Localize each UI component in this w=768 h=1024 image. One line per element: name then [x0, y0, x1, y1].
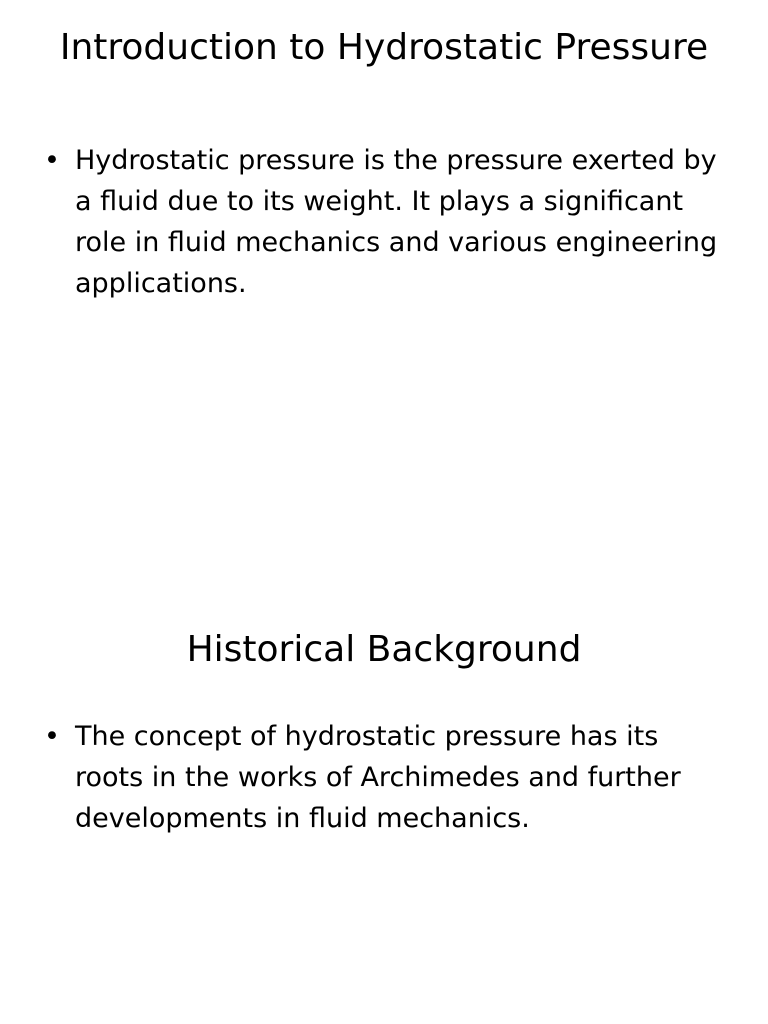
- bullet-icon: •: [44, 721, 60, 752]
- bullet-item: [38, 140, 730, 304]
- bullet-list: [38, 140, 730, 304]
- bullet-item: [38, 716, 730, 839]
- slide-title: Historical Background: [186, 629, 582, 670]
- bullet-icon: •: [44, 145, 60, 176]
- bullet-text: Hydrostatic pressure is the pressure exerted by a fluid due to its weight. It plays a significant role in fluid mechanics and various engineering applications.: [75, 145, 718, 299]
- bullet-text: The concept of hydrostatic pressure has its roots in the works of Archimedes and further developments in fluid mechanics.: [75, 721, 681, 834]
- slide-2: [0, 512, 768, 1024]
- bullet-list: [38, 716, 730, 839]
- slide-title: Introduction to Hydrostatic Pressure: [59, 27, 709, 68]
